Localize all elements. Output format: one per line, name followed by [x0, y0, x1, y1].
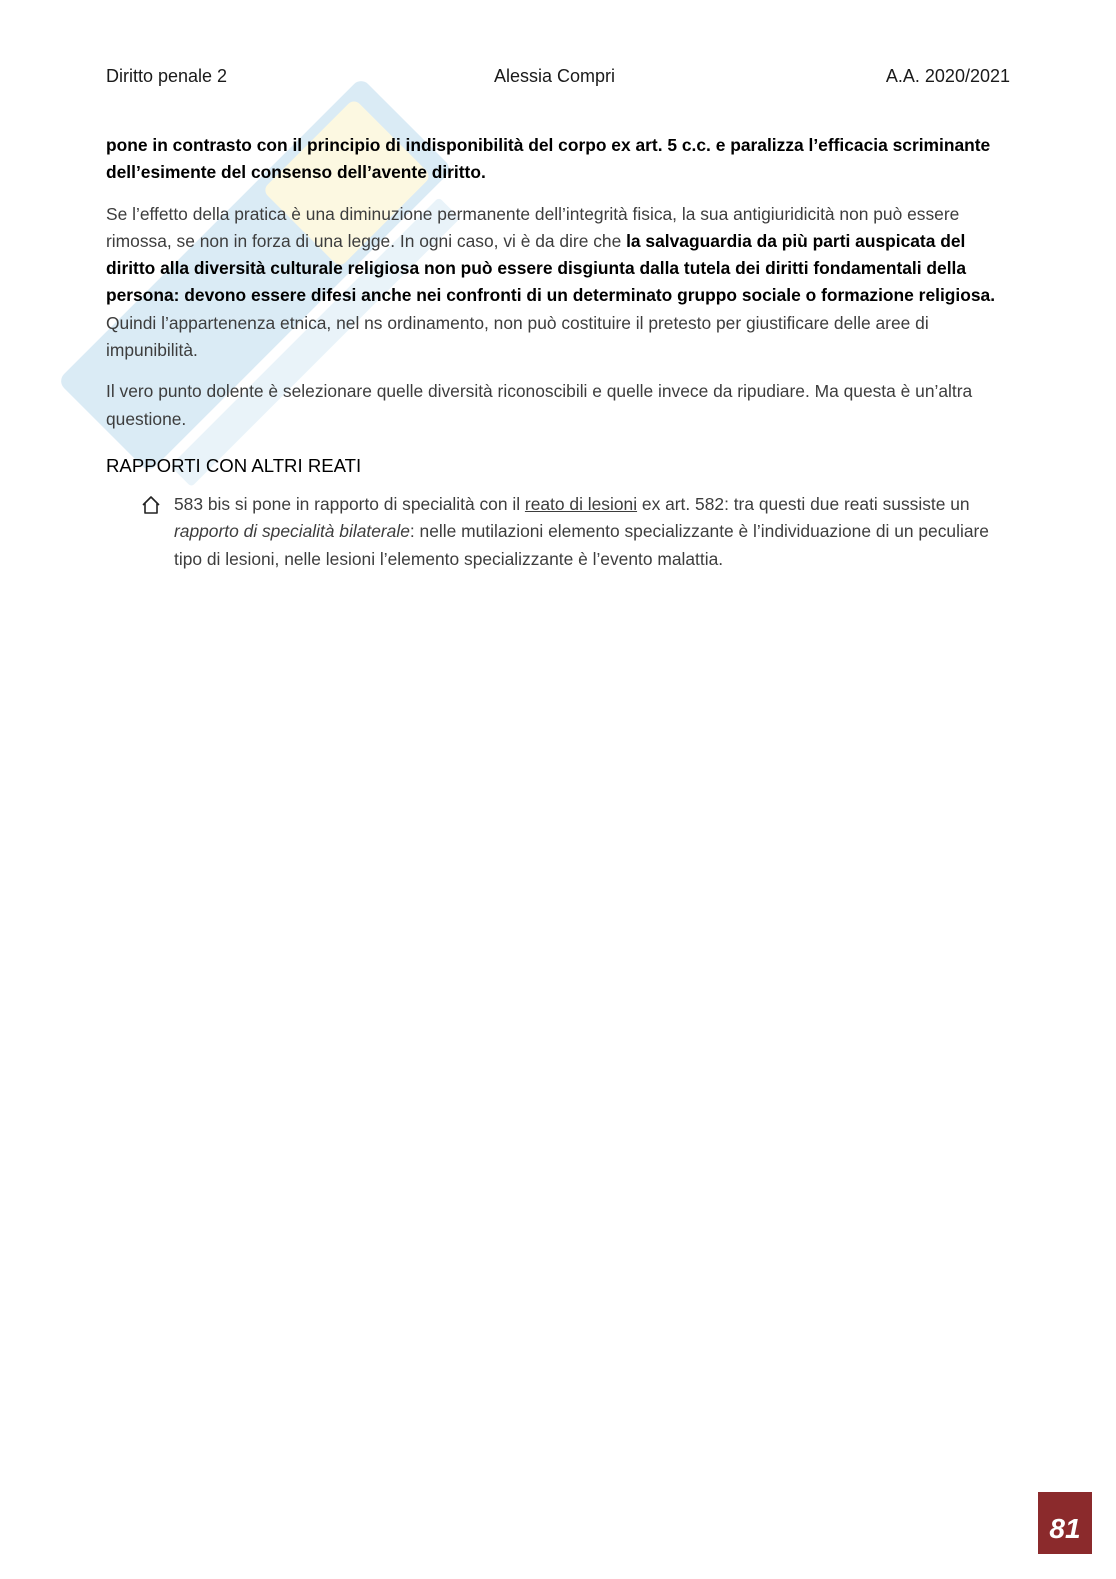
- paragraph-2-tail: Quindi l’appartenenza etnica, nel ns ordinamento, non può costituire il pretesto per giustificare delle aree di impunibilità.: [106, 312, 929, 361]
- paragraph-1: pone in contrasto con il principio di indisponibilità del corpo ex art. 5 c.c. e paralizza l’efficacia scriminante dell’esimente del consenso dell’avente diritto.: [106, 135, 991, 183]
- header-course: Diritto penale 2: [106, 66, 228, 86]
- paragraph-2: [106, 201, 1010, 365]
- paragraph-3: Il vero punto dolente è selezionare quelle diversità riconoscibili e quelle invece da ripudiare. Ma questa è un’altra questione.: [106, 381, 973, 429]
- paragraph-2-bold: la salvaguardia da più parti auspicata del diritto alla diversità culturale religiosa non può essere disgiunta dalla tutela dei diritti fondamentali della persona: devono essere difesi anche nei confronti di un determinato gruppo sociale o formazione religiosa.: [106, 230, 996, 306]
- bullet-underlined: reato di lesioni: [524, 493, 638, 514]
- section-heading: RAPPORTI CON ALTRI REATI: [106, 454, 362, 476]
- bullet-text-2: ex art. 582: tra questi due reati sussiste un: [637, 493, 970, 514]
- header-author: Alessia Compri: [494, 66, 616, 86]
- house-outline-icon: [140, 495, 162, 515]
- bullet-text-1: 583 bis si pone in rapporto di specialità con il: [174, 493, 525, 514]
- paragraph-2-text: Se l’effetto della pratica è una diminuzione permanente dell’integrità fisica, la sua antigiuridicità non può essere rimossa, se non in forza di una legge. In ogni caso, vi è da dire che: [106, 203, 960, 251]
- page-content: [106, 132, 1010, 587]
- bullet-italic: rapporto di specialità bilaterale: [174, 521, 410, 542]
- header-year: A.A. 2020/2021: [885, 66, 1010, 86]
- bullet-text-3: : nelle mutilazioni elemento specializzante è l’individuazione di un peculiare tipo di lesioni, nelle lesioni l’elemento specializzante è l’evento malattia.: [174, 521, 989, 569]
- page-header: [106, 66, 1010, 92]
- list-item: [106, 491, 1010, 573]
- page-number-badge: 81: [1038, 1492, 1092, 1554]
